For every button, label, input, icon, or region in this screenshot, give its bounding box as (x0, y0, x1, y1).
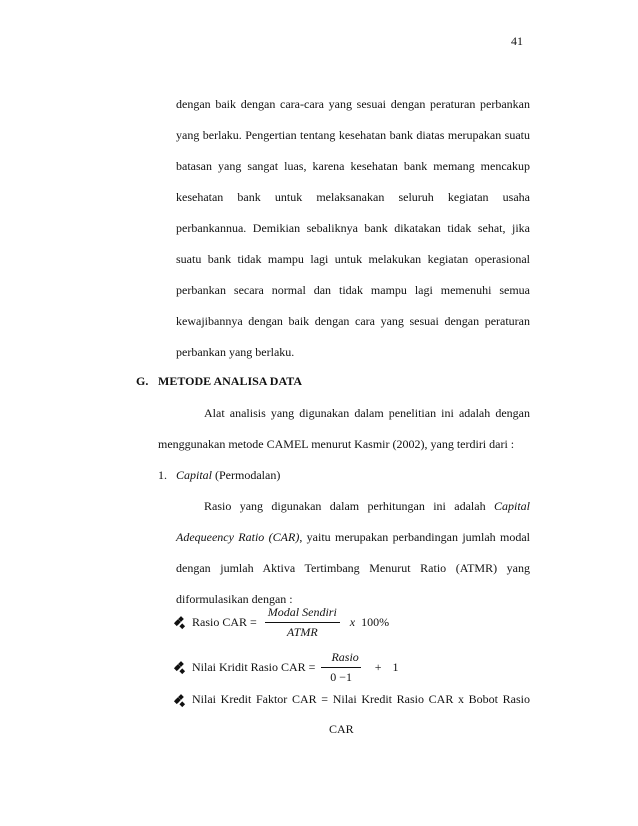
text-line: kesehatan bank untuk melaksanakan seluruh kegiatan usaha (176, 190, 530, 204)
text-line: perbankannua. Demikian sebaliknya bank dikatakan tidak sehat, jika (176, 221, 530, 235)
fraction-numerator: Rasio (321, 650, 360, 668)
formula-continuation: CAR (329, 722, 354, 736)
list-number: 1. (158, 468, 167, 482)
page-number: 41 (511, 34, 523, 48)
section-letter: G. (136, 374, 149, 388)
section-intro-line-2: menggunakan metode CAMEL menurut Kasmir (2002), yang terdiri dari : (158, 437, 515, 451)
fraction (265, 605, 340, 640)
fraction (321, 650, 360, 685)
capital-line-3: dengan jumlah Aktiva Tertimbang Menurut Ratio (ATMR) yang (176, 561, 530, 575)
list-item-capital (158, 468, 280, 483)
formula-nilai-kredit-faktor (176, 692, 530, 707)
formula-percent: 100% (361, 614, 390, 629)
list-title-italic: Capital (176, 468, 213, 482)
formula-rasio-car (176, 602, 389, 642)
formula-line: Nilai Kredit Faktor CAR = Nilai Kredit Rasio CAR x Bobot Rasio (192, 692, 530, 706)
capital-line-4: diformulasikan dengan : (176, 592, 293, 606)
paragraph-bank-health (176, 89, 530, 368)
diamond-bullet-icon (176, 617, 186, 627)
formula-label: Rasio CAR = (192, 614, 257, 629)
formula-nilai-kridit (176, 647, 399, 687)
text-line: suatu bank tidak mampu lagi untuk melakukan kegiatan operasional (176, 252, 530, 266)
section-title: METODE ANALISA DATA (158, 374, 303, 388)
section-heading (136, 374, 302, 389)
capital-line-1-italic: Capital (493, 499, 530, 513)
text-line: yang berlaku. Pengertian tentang kesehatan bank diatas merupakan suatu (176, 128, 530, 142)
text-line: dengan baik dengan cara-cara yang sesuai dengan peraturan perbankan (176, 97, 530, 111)
text-line: perbankan yang berlaku. (176, 345, 295, 359)
capital-line-1 (204, 499, 530, 514)
formula-multiply: x (349, 614, 356, 629)
capital-line-2-text: , yaitu merupakan perbandingan jumlah modal (299, 530, 530, 544)
capital-line-2 (176, 530, 530, 545)
text-line: batasan yang sangat luas, karena kesehatan bank memang mencakup (176, 159, 530, 173)
diamond-bullet-icon (176, 695, 186, 705)
capital-line-1-text: Rasio yang digunakan dalam perhitungan ini adalah (204, 499, 494, 513)
text-line: perbankan secara normal dan tidak mampu lagi memenuhi semua (176, 283, 530, 297)
text-line: kewajibannya dengan baik dengan cara yang sesuai dengan peraturan (176, 314, 530, 328)
diamond-bullet-icon (176, 662, 186, 672)
capital-line-2-italic: Adequeency Ratio (CAR) (176, 530, 300, 544)
formula-label: Nilai Kridit Rasio CAR = (192, 659, 316, 674)
fraction-denominator: 0 −1 (330, 669, 352, 684)
formula-plus-one: + 1 (374, 659, 399, 674)
section-intro-line-1: Alat analisis yang digunakan dalam penelitian ini adalah dengan (204, 406, 530, 420)
list-title-rest: (Permodalan) (212, 468, 281, 482)
fraction-denominator: ATMR (286, 624, 318, 639)
fraction-numerator: Modal Sendiri (265, 605, 340, 623)
